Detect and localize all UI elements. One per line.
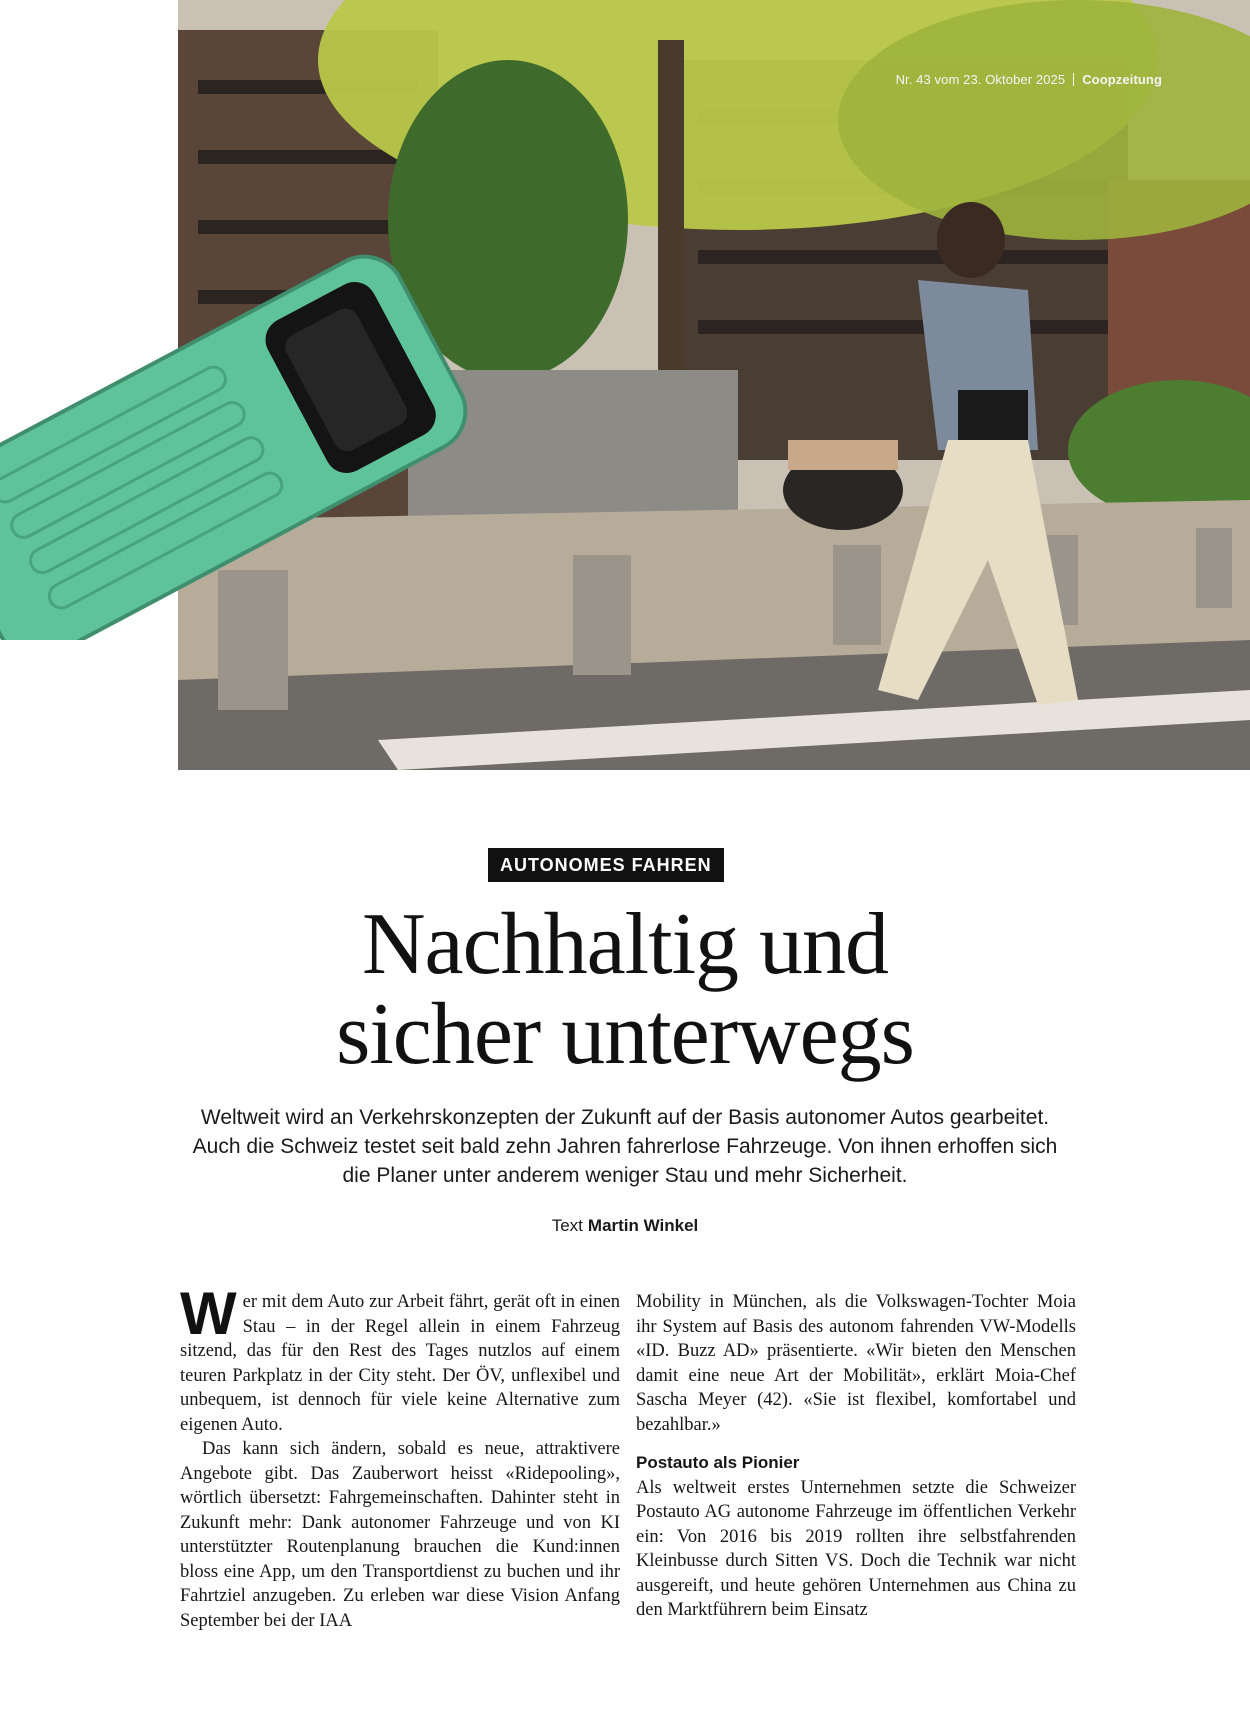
issue-line [896, 72, 1162, 87]
body-paragraph: Das kann sich ändern, sobald es neue, attraktivere Angebote gibt. Das Zauberwort heisst «Ridepooling», wörtlich übersetzt: Fahrgemeinschaften. Dahinter steht in Zukunft mehr: Dank autonomer Fahrzeuge und von KI unterstützter Routenplanung brauchen die Kund:innen bloss eine App, um den Transportdienst zu buchen und ihr Fahrtziel anzugeben. Zu erleben war diese Vision Anfang September bei der IAA [180, 1439, 620, 1631]
brand-name: Coopzeitung [1082, 72, 1162, 87]
issue-separator [1073, 73, 1074, 86]
section-kicker: AUTONOMES FAHREN [488, 848, 724, 882]
byline-label: Text [551, 1216, 583, 1235]
body-column-1 [180, 1280, 620, 1633]
headline-line-1: Nachhaltig und [361, 896, 889, 993]
body-column-2 [636, 1290, 1076, 1623]
toy-van-image [0, 220, 470, 640]
headline [190, 896, 1060, 1083]
drop-cap: W [180, 1280, 237, 1347]
headline-line-2: sicher unterwegs [336, 986, 914, 1083]
lead-paragraph: Weltweit wird an Verkehrskonzepten der Zukunft auf der Basis autonomer Autos gearbeitet. Auch die Schweiz testet seit bald zehn Jahren fahrerlose Fahrzeuge. Von ihnen erhoffen sich die Planer unter anderem weniger Stau und mehr Sicherheit. [192, 1106, 1058, 1187]
body-paragraph: Als weltweit erstes Unternehmen setzte die Schweizer Postauto AG autonome Fahrzeuge im öffentlichen Verkehr ein: Von 2016 bis 2019 rollten ihre selbstfahrenden Kleinbusse durch Sitten VS. Doch die Technik war nicht ausgereift, und heute gehören Unternehmen aus China zu den Marktführern beim Einsatz [636, 1477, 1076, 1620]
byline [190, 1216, 1060, 1236]
paragraph-text: er mit dem Auto zur Arbeit fährt, gerät oft in einen Stau – in der Regel allein in einem Fahrzeug sitzend, das für den Rest des Tages nutzlos auf einem teuren Parkplatz in der City steht. Der ÖV, unflexibel und unbequem, ist dennoch für viele keine Alternative zum eigenen Auto. [180, 1292, 620, 1435]
subheading: Postauto als Pionier [636, 1453, 800, 1472]
body-paragraph [180, 1280, 620, 1437]
body-paragraph: Mobility in München, als die Volkswagen-Tochter Moia ihr System auf Basis des autonom fahrenden VW-Modells «ID. Buzz AD» präsentierte. «Wir bieten den Menschen damit eine neue Art der Mobilität», erklärt Moia-Chef Sascha Meyer (42). «Sie ist flexibel, komfortabel und bezahlbar.» [636, 1292, 1076, 1435]
issue-date: Nr. 43 vom 23. Oktober 2025 [895, 72, 1066, 87]
author-name: Martin Winkel [587, 1216, 699, 1235]
